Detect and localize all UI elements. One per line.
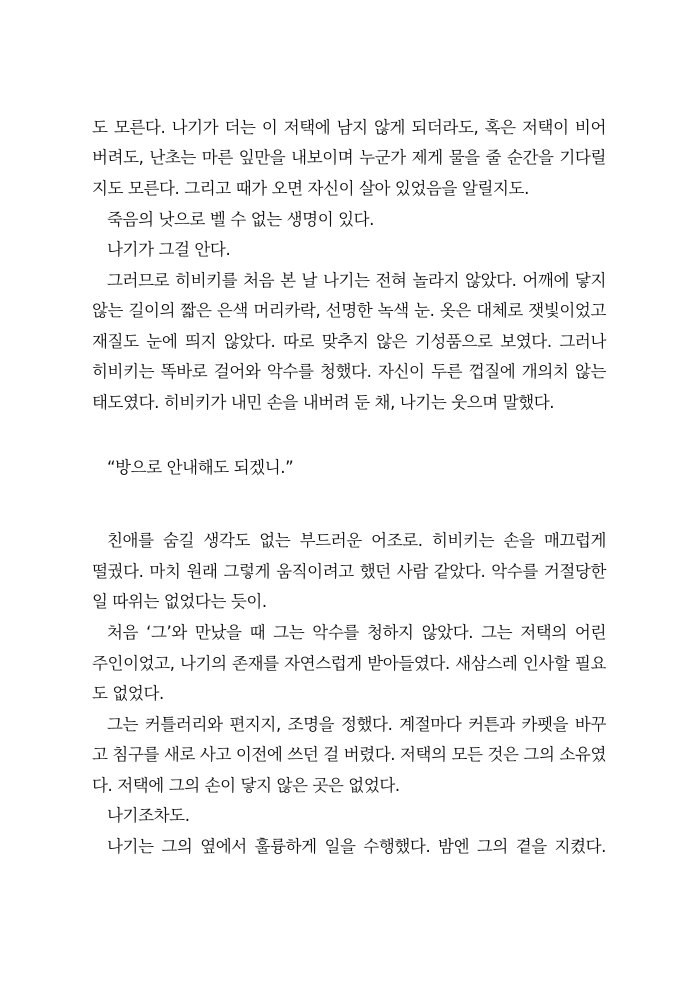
text-line: 고 침구를 새로 사고 이전에 쓰던 걸 버렸다. 저택의 모든 것은 그의 소유였 (92, 745, 606, 764)
text-line: 처음 ‘그’와 만났을 때 그는 악수를 청하지 않았다. 그는 저택의 어린 (107, 623, 606, 642)
text-line: 지도 모른다. 그리고 때가 오면 자신이 살아 있었음을 알릴지도. (92, 179, 529, 198)
text-line: 도 모른다. 나기가 더는 이 저택에 남지 않게 되더라도, 혹은 저택이 비어 (92, 118, 606, 137)
text-line: “방으로 안내해도 되겠니.” (107, 458, 294, 477)
text-line: 일 따위는 없었다는 듯이. (92, 592, 267, 611)
text-line: 그는 커틀러리와 편지지, 조명을 정했다. 계절마다 커튼과 카펫을 바꾸 (107, 715, 606, 734)
text-line: 주인이었고, 나기의 존재를 자연스럽게 받아들였다. 새삼스레 인사할 필요 (92, 654, 606, 673)
text-line: 나기는 그의 옆에서 훌륭하게 일을 수행했다. 밤엔 그의 곁을 지켰다. (107, 837, 606, 856)
text-line: 나기조차도. (107, 806, 190, 825)
text-line: 태도였다. 히비키가 내민 손을 내버려 둔 채, 나기는 웃으며 말했다. (92, 393, 555, 412)
text-line: 나기가 그걸 안다. (107, 240, 231, 259)
text-line: 떨궜다. 마치 원래 그렇게 움직이려고 했던 사람 같았다. 악수를 거절당한 (92, 562, 606, 581)
text-line: 버려도, 난초는 마른 잎만을 내보이며 누군가 제게 물을 줄 순간을 기다릴 (92, 148, 606, 167)
text-line: 친애를 숨길 생각도 없는 부드러운 어조로. 히비키는 손을 매끄럽게 (107, 531, 606, 550)
text-line: 않는 길이의 짧은 은색 머리카락, 선명한 녹색 눈. 옷은 대체로 잿빛이었고 (92, 301, 606, 320)
text-line: 히비키는 똑바로 걸어와 악수를 청했다. 자신이 두른 껍질에 개의치 않는 (92, 362, 606, 381)
text-line: 죽음의 낫으로 벨 수 없는 생명이 있다. (107, 210, 374, 229)
text-line: 다. 저택에 그의 손이 닿지 않은 곳은 없었다. (92, 776, 400, 795)
text-line: 도 없었다. (92, 684, 164, 703)
text-line: 그러므로 히비키를 처음 본 날 나기는 전혀 놀라지 않았다. 어깨에 닿지 (107, 271, 606, 290)
text-line: 재질도 눈에 띄지 않았다. 따로 맞추지 않은 기성품으로 보였다. 그러나 (92, 332, 606, 351)
